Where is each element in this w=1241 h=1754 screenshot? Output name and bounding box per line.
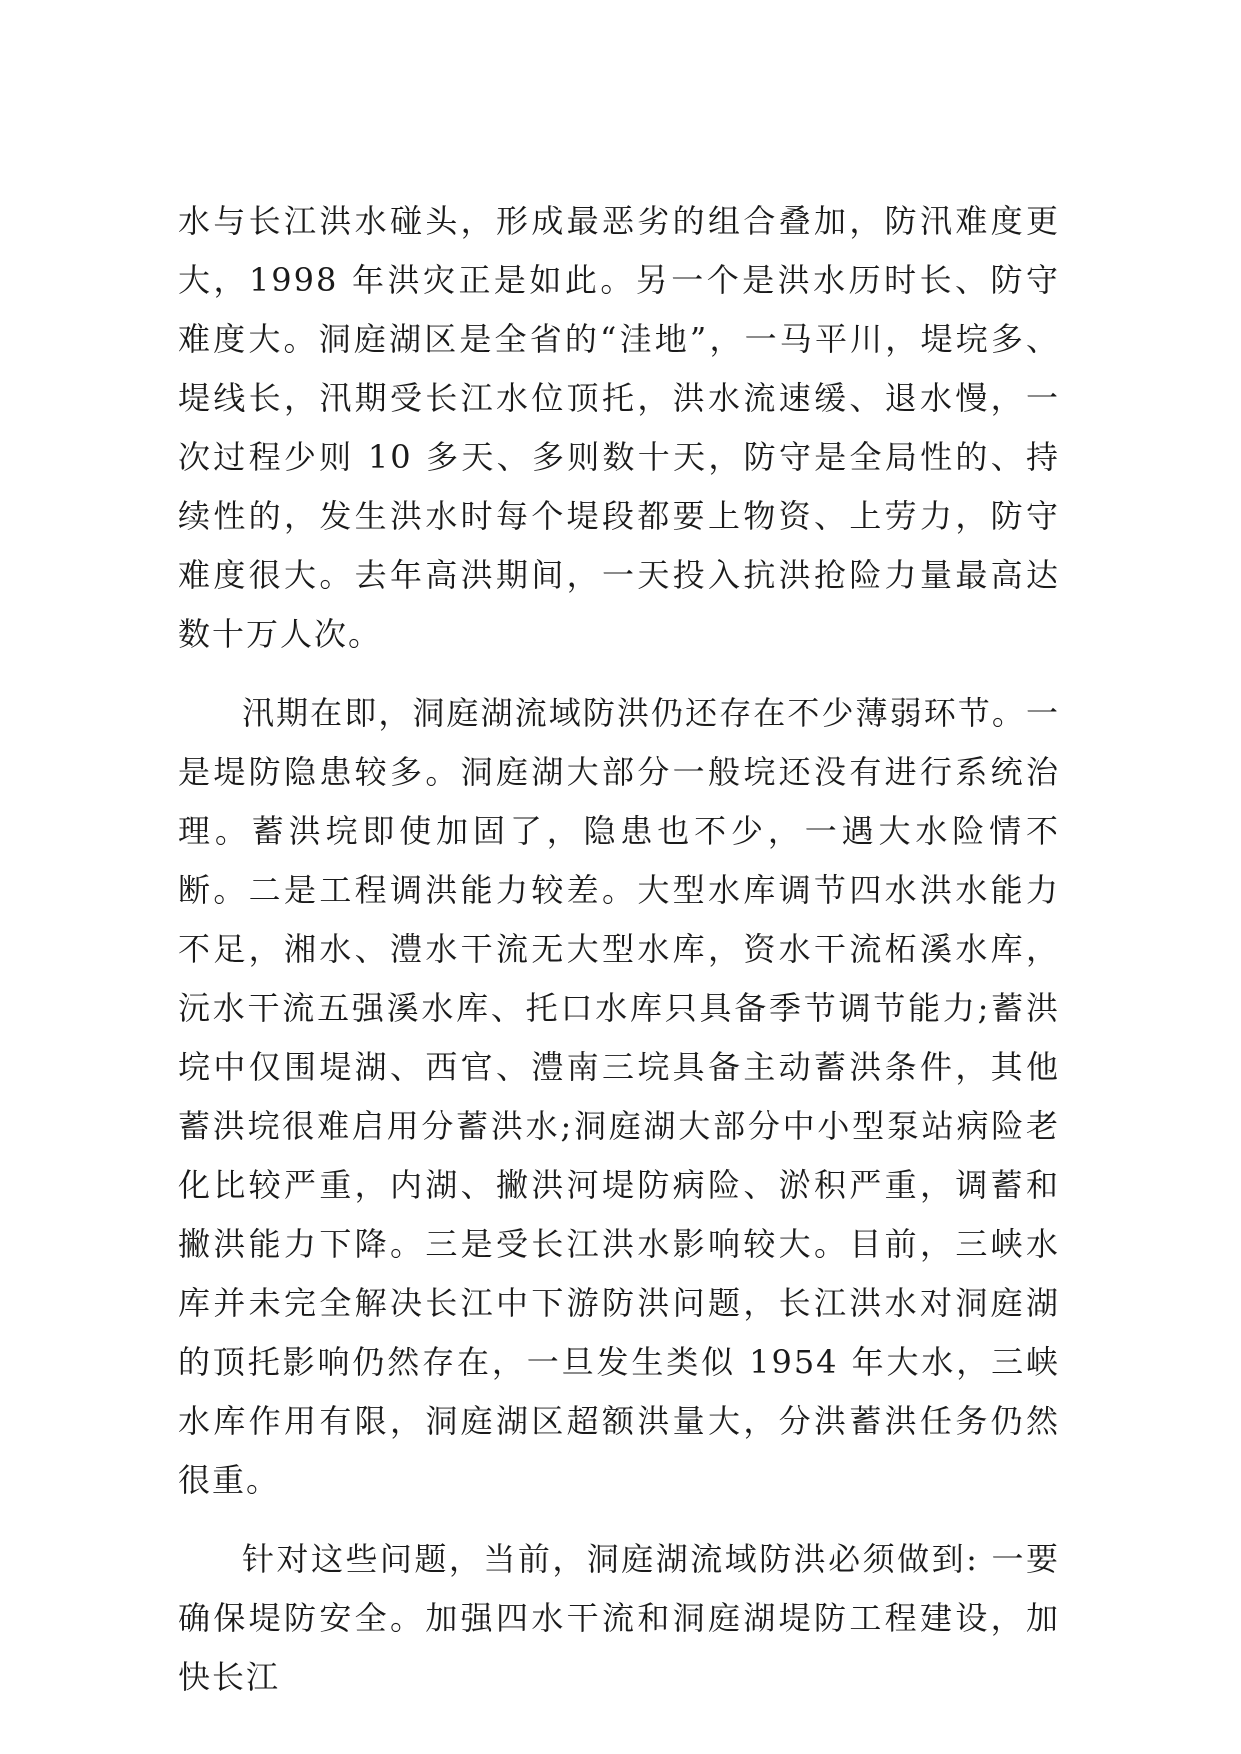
- paragraph-measures: 针对这些问题，当前，洞庭湖流域防洪必须做到: 一要确保堤防安全。加强四水干流和洞庭湖堤防工程建设，加快长江: [178, 1540, 1060, 1696]
- paragraph-gap: [178, 1510, 1060, 1530]
- paragraph-continuation: 水与长江洪水碰头，形成最恶劣的组合叠加，防汛难度更大，1998 年洪灾正是如此。另一个是洪水历时长、防守难度大。洞庭湖区是全省的“洼地”，一马平川，堤垸多、堤线长，汛期受长江水位顶托，洪水流速缓、退水慢，一次过程少则 10 多天、多则数十天，防守是全局性的、持续性的，发生洪水时每个堤段都要上物资、上劳力，防守难度很大。去年高洪期间，一天投入抗洪抢险力量最高达数十万人次。: [178, 202, 1060, 653]
- body-text: [178, 192, 1060, 1707]
- paragraph-gap: [178, 664, 1060, 684]
- paragraph-weak-links: 汛期在即，洞庭湖流域防洪仍还存在不少薄弱环节。一是堤防隐患较多。洞庭湖大部分一般垸还没有进行系统治理。蓄洪垸即使加固了，隐患也不少，一遇大水险情不断。二是工程调洪能力较差。大型水库调节四水洪水能力不足，湘水、澧水干流无大型水库，资水干流柘溪水库，沅水干流五强溪水库、托口水库只具备季节调节能力;蓄洪垸中仅围堤湖、西官、澧南三垸具备主动蓄洪条件，其他蓄洪垸很难启用分蓄洪水;洞庭湖大部分中小型泵站病险老化比较严重，内湖、撇洪河堤防病险、淤积严重，调蓄和撇洪能力下降。三是受长江洪水影响较大。目前，三峡水库并未完全解决长江中下游防洪问题，长江洪水对洞庭湖的顶托影响仍然存在，一旦发生类似 1954 年大水，三峡水库作用有限，洞庭湖区超额洪量大，分洪蓄洪任务仍然很重。: [178, 694, 1060, 1499]
